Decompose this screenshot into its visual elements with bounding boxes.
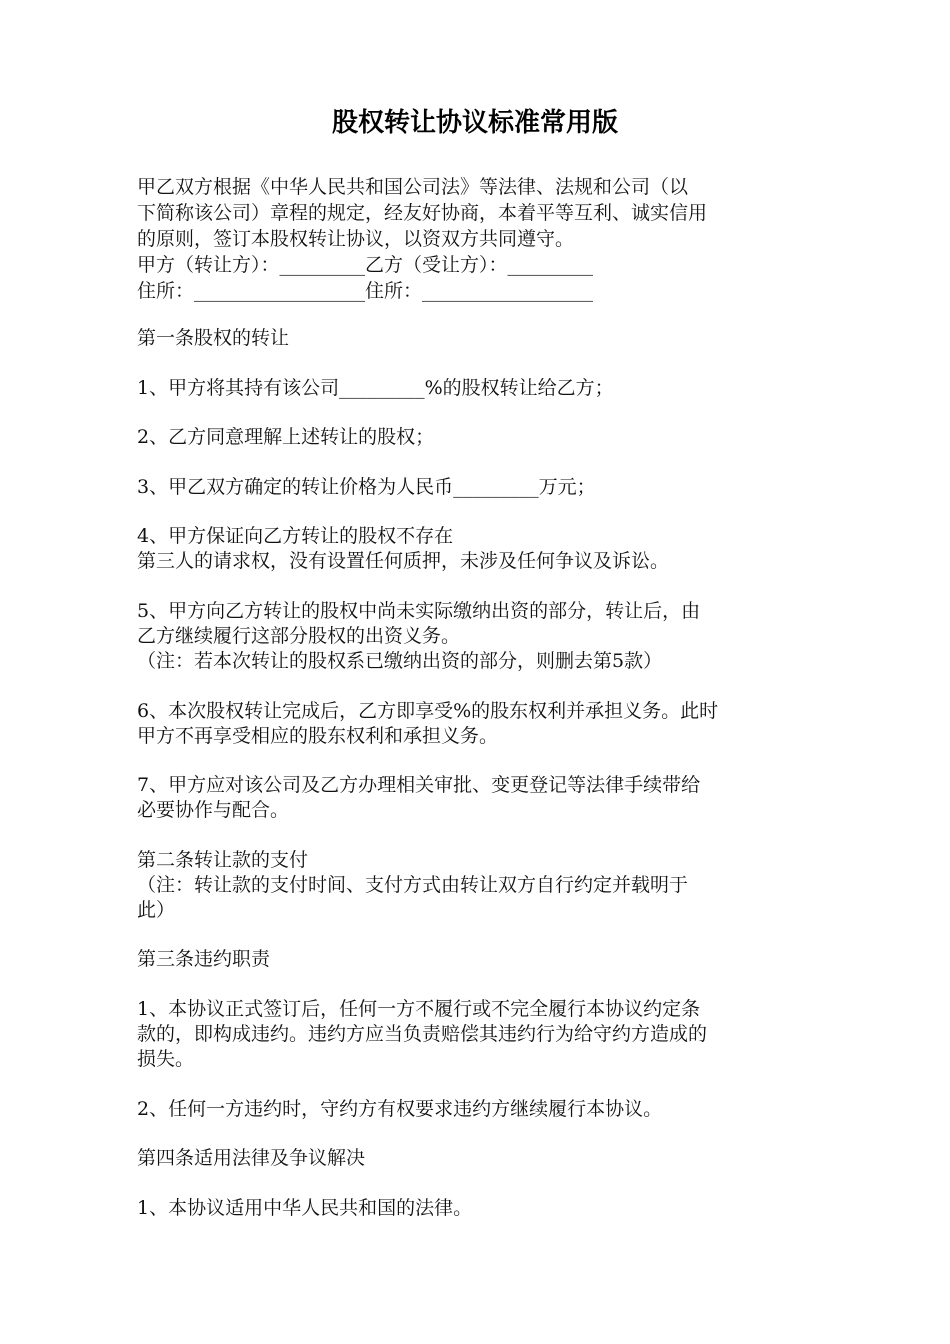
article-1-clause-6-line-2: 甲方不再享受相应的股东权利和承担义务。 xyxy=(137,725,499,747)
article-2-note-line-2: 此） xyxy=(137,899,176,921)
article-1-clause-5-line-1: 5、甲方向乙方转让的股权中尚未实际缴纳出资的部分，转让后，由 xyxy=(137,600,701,622)
preamble-line-1: 甲乙双方根据《中华人民共和国公司法》等法律、法规和公司（以 xyxy=(137,176,689,198)
article-4-heading: 第四条适用法律及争议解决 xyxy=(137,1147,366,1169)
article-4-clause-1: 1、本协议适用中华人民共和国的法律。 xyxy=(137,1197,473,1219)
article-1-heading: 第一条股权的转让 xyxy=(137,327,290,349)
article-1-clause-7-line-2: 必要协作与配合。 xyxy=(137,799,290,821)
preamble-line-3: 的原则，签订本股权转让协议，以资双方共同遵守。 xyxy=(137,228,575,250)
article-1-clause-2: 2、乙方同意理解上述转让的股权； xyxy=(137,426,435,448)
article-3-heading: 第三条违约职责 xyxy=(137,948,271,970)
party-line: 甲方（转让方）：_________乙方（受让方）：_________ xyxy=(137,254,594,276)
article-2-note-line-1: （注：转让款的支付时间、支付方式由转让双方自行约定并载明于 xyxy=(137,874,689,896)
article-1-clause-3: 3、甲乙双方确定的转让价格为人民币_________万元； xyxy=(137,476,596,498)
address-line: 住所：__________________住所：__________________ xyxy=(137,280,594,302)
article-1-clause-6-line-1: 6、本次股权转让完成后，乙方即享受%的股东权利并承担义务。此时 xyxy=(137,700,719,722)
article-1-clause-5-line-2: 乙方继续履行这部分股权的出资义务。 xyxy=(137,625,461,647)
article-1-note: （注：若本次转让的股权系已缴纳出资的部分，则删去第5款） xyxy=(137,650,663,672)
article-3-clause-1-line-1: 1、本协议正式签订后，任何一方不履行或不完全履行本协议约定条 xyxy=(137,998,701,1020)
article-3-clause-2: 2、任何一方违约时，守约方有权要求违约方继续履行本协议。 xyxy=(137,1098,663,1120)
article-3-clause-1-line-3: 损失。 xyxy=(137,1048,195,1070)
document-title: 股权转让协议标准常用版 xyxy=(331,108,618,138)
article-1-clause-4-line-1: 4、甲方保证向乙方转让的股权不存在 xyxy=(137,525,454,547)
article-1-clause-7-line-1: 7、甲方应对该公司及乙方办理相关审批、变更登记等法律手续带给 xyxy=(137,774,701,796)
preamble-line-2: 下简称该公司）章程的规定，经友好协商，本着平等互利、诚实信用 xyxy=(137,202,708,224)
article-1-clause-1: 1、甲方将其持有该公司_________%的股权转让给乙方； xyxy=(137,377,614,399)
article-3-clause-1-line-2: 款的，即构成违约。违约方应当负责赔偿其违约行为给守约方造成的 xyxy=(137,1023,708,1045)
article-1-clause-4-line-2: 第三人的请求权，没有设置任何质押，未涉及任何争议及诉讼。 xyxy=(137,550,670,572)
article-2-heading: 第二条转让款的支付 xyxy=(137,849,309,871)
